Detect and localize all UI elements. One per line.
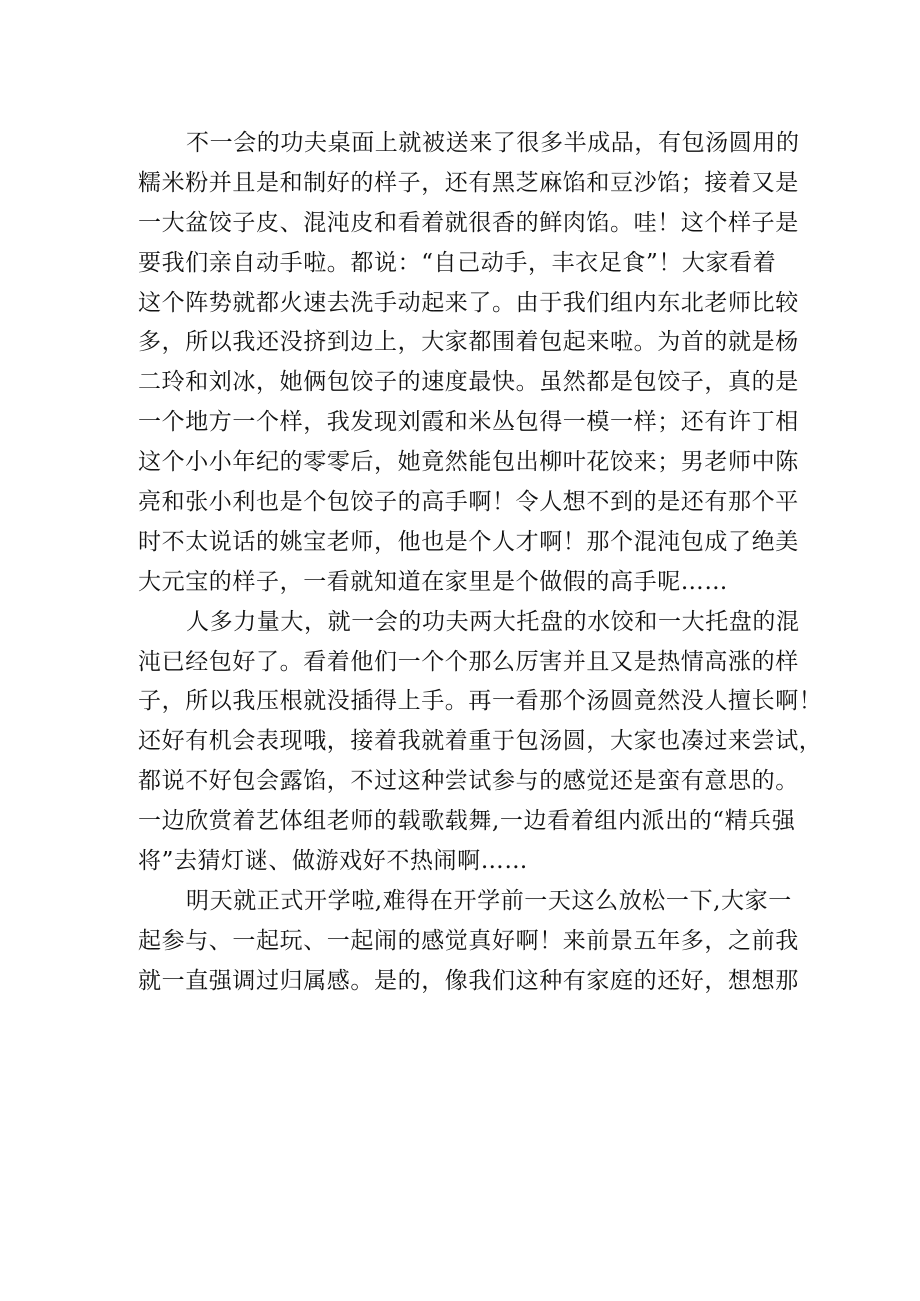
text-line: 一个地方一个样，我发现刘霞和米丛包得一模一样；还有许丁相 xyxy=(138,409,799,436)
text-line: 这个小小年纪的零零后，她竟然能包出柳叶花饺来；男老师中陈 xyxy=(138,449,799,476)
text-line: 糯米粉并且是和制好的样子，还有黑芝麻馅和豆沙馅；接着又是 xyxy=(138,169,799,196)
text-line: 明天就正式开学啦,难得在开学前一天这么放松一下,大家一 xyxy=(186,887,792,914)
body-text xyxy=(138,124,823,1002)
text-line: 都说不好包会露馅，不过这种尝试参与的感觉还是蛮有意思的。 xyxy=(138,768,799,795)
text-line: 大元宝的样子，一看就知道在家里是个做假的高手呢…… xyxy=(138,568,728,595)
text-line: 一大盆饺子皮、混沌皮和看着就很香的鲜肉馅。哇！这个样子是 xyxy=(138,209,799,236)
text-line: 将”去猜灯谜、做游戏好不热闹啊…… xyxy=(138,848,528,875)
text-line: 起参与、一起玩、一起闹的感觉真好啊！来前景五年多，之前我 xyxy=(138,927,799,954)
text-line: 人多力量大，就一会的功夫两大托盘的水饺和一大托盘的混 xyxy=(186,608,800,635)
text-line: 就一直强调过归属感。是的，像我们这种有家庭的还好，想想那 xyxy=(138,967,799,994)
text-line: 时不太说话的姚宝老师，他也是个人才啊！那个混沌包成了绝美 xyxy=(138,528,799,555)
text-line: 要我们亲自动手啦。都说：“自己动手，丰衣足食”！大家看着 xyxy=(138,249,777,276)
text-line: 还好有机会表现哦，接着我就着重于包汤圆，大家也凑过来尝试， xyxy=(138,728,823,755)
text-line: 二玲和刘冰，她俩包饺子的速度最快。虽然都是包饺子，真的是 xyxy=(138,369,799,396)
text-line: 子，所以我压根就没插得上手。再一看那个汤圆竟然没人擅长啊！ xyxy=(138,688,823,715)
text-line: 一边欣赏着艺体组老师的载歌载舞,一边看着组内派出的“精兵强 xyxy=(138,808,796,835)
paragraph-3 xyxy=(138,882,798,1002)
paragraph-2 xyxy=(138,603,823,882)
text-line: 多，所以我还没挤到边上，大家都围着包起来啦。为首的就是杨 xyxy=(138,329,799,356)
text-line: 不一会的功夫桌面上就被送来了很多半成品，有包汤圆用的 xyxy=(186,130,800,156)
paragraph-1 xyxy=(138,124,798,603)
text-line: 亮和张小利也是个包饺子的高手啊！令人想不到的是还有那个平 xyxy=(138,489,799,516)
text-line: 这个阵势就都火速去洗手动起来了。由于我们组内东北老师比较 xyxy=(138,289,799,316)
text-line: 沌已经包好了。看着他们一个个那么厉害并且又是热情高涨的样 xyxy=(138,648,799,675)
